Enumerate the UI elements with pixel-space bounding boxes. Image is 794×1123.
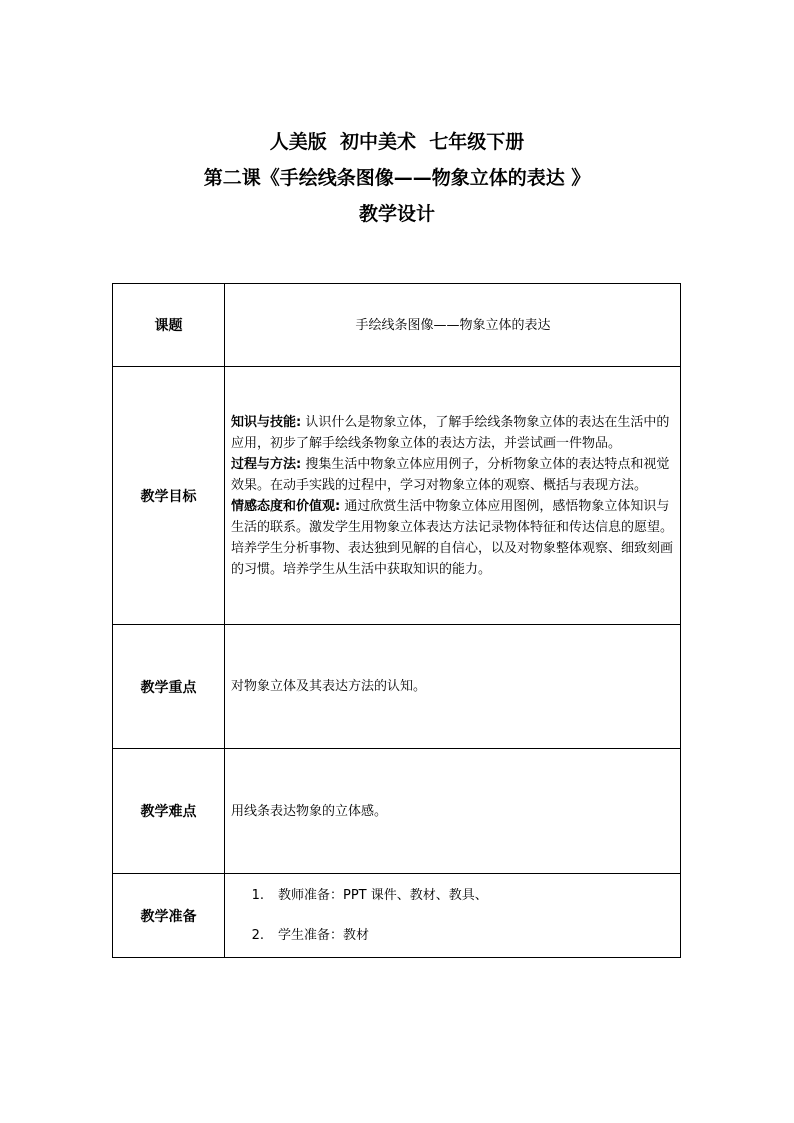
key-point-value: 对物象立体及其表达方法的认知。 <box>225 625 681 749</box>
key-point-label: 教学重点 <box>113 625 225 749</box>
goal-knowledge-head: 知识与技能: <box>231 414 302 430</box>
list-item-text: 学生准备：教材 <box>278 927 370 943</box>
difficulty-value: 用线条表达物象的立体感。 <box>225 749 681 874</box>
preparation-list <box>231 886 675 946</box>
goals-row <box>113 367 681 625</box>
list-item-text: 教师准备：PPT 课件、教材、教具、 <box>278 887 488 903</box>
list-item <box>231 886 675 906</box>
document-header <box>0 124 794 232</box>
topic-value: 手绘线条图像——物象立体的表达 <box>225 284 681 367</box>
doc-type-title: 教学设计 <box>358 203 435 225</box>
lesson-title: 第二课《手绘线条图像——物象立体的表达 》 <box>203 167 591 189</box>
list-item-number: 1. <box>251 887 264 903</box>
series-title: 人美版 初中美术 七年级下册 <box>269 131 525 153</box>
goal-knowledge <box>231 412 675 454</box>
goal-process <box>231 454 675 496</box>
goal-knowledge-text: 认识什么是物象立体，了解手绘线条物象立体的表达在生活中的应用，初步了解手绘线条物象立体的表达方法，并尝试画一件物品。 <box>231 414 670 451</box>
preparation-content <box>225 874 681 958</box>
lesson-plan-table <box>112 283 681 958</box>
goal-process-head: 过程与方法: <box>231 456 302 472</box>
preparation-row <box>113 874 681 958</box>
goals-label: 教学目标 <box>113 367 225 625</box>
list-item <box>231 926 675 946</box>
key-point-row <box>113 625 681 749</box>
preparation-label: 教学准备 <box>113 874 225 958</box>
difficulty-label: 教学难点 <box>113 749 225 874</box>
topic-label: 课题 <box>113 284 225 367</box>
goal-attitude-head: 情感态度和价值观: <box>231 498 341 514</box>
list-item-number: 2. <box>251 927 264 943</box>
goal-attitude-text: 通过欣赏生活中物象立体应用图例，感悟物象立体知识与生活的联系。激发学生用物象立体表达方法记录物体特征和传达信息的愿望。培养学生分析事物、表达独到见解的自信心，以及对物象整体观察、细致刻画的习惯。培养学生从生活中获取知识的能力。 <box>231 498 674 577</box>
goal-process-text: 搜集生活中物象立体应用例子，分析物象立体的表达特点和视觉效果。在动手实践的过程中，学习对物象立体的观察、概括与表现方法。 <box>231 456 670 493</box>
goals-content <box>225 367 681 625</box>
difficulty-row <box>113 749 681 874</box>
topic-row <box>113 284 681 367</box>
goal-attitude <box>231 496 675 580</box>
